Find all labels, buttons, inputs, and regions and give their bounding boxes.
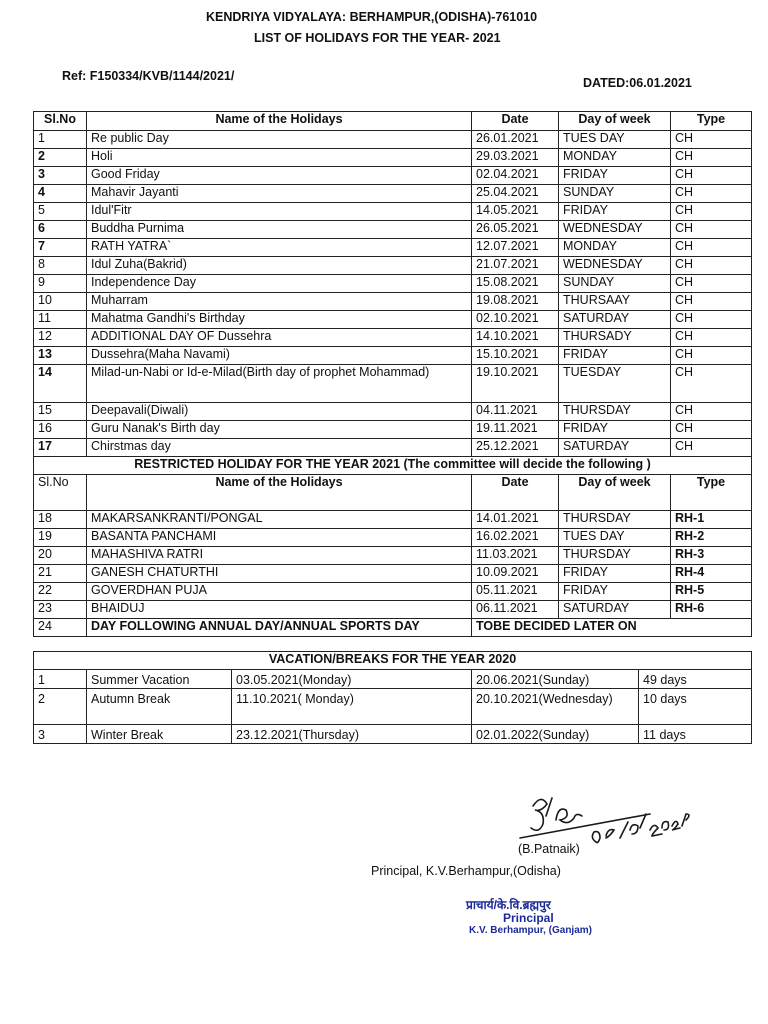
holiday-name-cell: Re public Day: [87, 131, 472, 149]
day-cell: TUES DAY: [559, 529, 671, 547]
decision-note-cell: TOBE DECIDED LATER ON: [472, 619, 752, 637]
date-cell: 10.09.2021: [472, 565, 559, 583]
duration-cell: 49 days: [639, 670, 752, 689]
document-date: DATED:06.01.2021: [583, 76, 692, 90]
sl-no-cell: 23: [34, 601, 87, 619]
holiday-name-cell: ADDITIONAL DAY OF Dussehra: [87, 329, 472, 347]
sl-no-cell: 4: [34, 185, 87, 203]
date-cell: 26.01.2021: [472, 131, 559, 149]
sl-no-cell: 8: [34, 257, 87, 275]
date-cell: 29.03.2021: [472, 149, 559, 167]
col-day-of-week: Day of week: [559, 112, 671, 131]
sl-no-cell: 24: [34, 619, 87, 637]
holiday-name-cell: GANESH CHATURTHI: [87, 565, 472, 583]
office-stamp-line-3: K.V. Berhampur, (Ganjam): [469, 925, 592, 936]
date-cell: 15.08.2021: [472, 275, 559, 293]
day-cell: SATURDAY: [559, 601, 671, 619]
day-cell: SATURDAY: [559, 439, 671, 457]
date-cell: 14.05.2021: [472, 203, 559, 221]
col-date: Date: [472, 112, 559, 131]
document-title: LIST OF HOLIDAYS FOR THE YEAR- 2021: [254, 31, 501, 45]
date-cell: 25.04.2021: [472, 185, 559, 203]
sl-no-cell: 14: [34, 365, 87, 403]
holiday-name-cell: Idul'Fitr: [87, 203, 472, 221]
sl-no-cell: 15: [34, 403, 87, 421]
type-cell: CH: [671, 185, 752, 203]
date-cell: 06.11.2021: [472, 601, 559, 619]
date-cell: 04.11.2021: [472, 403, 559, 421]
type-cell: CH: [671, 131, 752, 149]
sl-no-cell: 10: [34, 293, 87, 311]
sl-no-cell: 3: [34, 725, 87, 744]
date-cell: 21.07.2021: [472, 257, 559, 275]
type-cell: RH-1: [671, 511, 752, 529]
sl-no-cell: 2: [34, 689, 87, 725]
signature-stroke: [546, 798, 552, 816]
type-cell: RH-5: [671, 583, 752, 601]
signature-stroke: [556, 809, 582, 822]
holiday-name-cell: Good Friday: [87, 167, 472, 185]
end-date-cell: 20.10.2021(Wednesday): [472, 689, 639, 725]
day-cell: MONDAY: [559, 149, 671, 167]
signature-date-stroke: [650, 814, 689, 836]
holiday-name-cell: Mahavir Jayanti: [87, 185, 472, 203]
col-type: Type: [671, 112, 752, 131]
type-cell: CH: [671, 365, 752, 403]
type-cell: RH-3: [671, 547, 752, 565]
col-sl-no: Sl.No: [34, 475, 87, 511]
holiday-name-cell: Milad-un-Nabi or Id-e-Milad(Birth day of prophet Mohammad): [87, 365, 472, 403]
signatory-name: (B.Patnaik): [518, 842, 580, 856]
holiday-name-cell: Buddha Purnima: [87, 221, 472, 239]
sl-no-cell: 3: [34, 167, 87, 185]
office-stamp-line-1: प्राचार्य/के.वि.ब्रह्मपुर: [466, 898, 551, 912]
sl-no-cell: 17: [34, 439, 87, 457]
duration-cell: 11 days: [639, 725, 752, 744]
holiday-name-cell: Muharram: [87, 293, 472, 311]
day-cell: TUES DAY: [559, 131, 671, 149]
start-date-cell: 03.05.2021(Monday): [232, 670, 472, 689]
signature-underline: [520, 814, 650, 838]
day-cell: FRIDAY: [559, 421, 671, 439]
date-cell: 02.04.2021: [472, 167, 559, 185]
type-cell: CH: [671, 403, 752, 421]
holiday-name-cell: Deepavali(Diwali): [87, 403, 472, 421]
col-type: Type: [671, 475, 752, 511]
holiday-name-cell: DAY FOLLOWING ANNUAL DAY/ANNUAL SPORTS DAY: [87, 619, 472, 637]
signatory-designation: Principal, K.V.Berhampur,(Odisha): [371, 864, 561, 878]
day-cell: THURSDAY: [559, 403, 671, 421]
holiday-name-cell: MAHASHIVA RATRI: [87, 547, 472, 565]
col-date: Date: [472, 475, 559, 511]
day-cell: FRIDAY: [559, 203, 671, 221]
day-cell: WEDNESDAY: [559, 257, 671, 275]
break-name-cell: Summer Vacation: [87, 670, 232, 689]
day-cell: SUNDAY: [559, 185, 671, 203]
col-sl-no: Sl.No: [34, 112, 87, 131]
type-cell: RH-6: [671, 601, 752, 619]
sl-no-cell: 22: [34, 583, 87, 601]
holiday-name-cell: MAKARSANKRANTI/PONGAL: [87, 511, 472, 529]
sl-no-cell: 20: [34, 547, 87, 565]
sl-no-cell: 6: [34, 221, 87, 239]
reference-number: Ref: F150334/KVB/1144/2021/: [62, 69, 235, 83]
type-cell: CH: [671, 421, 752, 439]
start-date-cell: 23.12.2021(Thursday): [232, 725, 472, 744]
day-cell: SATURDAY: [559, 311, 671, 329]
date-cell: 25.12.2021: [472, 439, 559, 457]
type-cell: CH: [671, 257, 752, 275]
sl-no-cell: 9: [34, 275, 87, 293]
date-cell: 26.05.2021: [472, 221, 559, 239]
holiday-name-cell: Guru Nanak's Birth day: [87, 421, 472, 439]
day-cell: SUNDAY: [559, 275, 671, 293]
date-cell: 02.10.2021: [472, 311, 559, 329]
sl-no-cell: 5: [34, 203, 87, 221]
day-cell: WEDNESDAY: [559, 221, 671, 239]
date-cell: 15.10.2021: [472, 347, 559, 365]
type-cell: CH: [671, 311, 752, 329]
type-cell: CH: [671, 293, 752, 311]
sl-no-cell: 18: [34, 511, 87, 529]
holiday-name-cell: RATH YATRA`: [87, 239, 472, 257]
date-cell: 14.01.2021: [472, 511, 559, 529]
break-name-cell: Autumn Break: [87, 689, 232, 725]
holiday-name-cell: Chirstmas day: [87, 439, 472, 457]
signature-date-stroke: [592, 830, 614, 843]
sl-no-cell: 19: [34, 529, 87, 547]
type-cell: CH: [671, 275, 752, 293]
day-cell: FRIDAY: [559, 583, 671, 601]
type-cell: CH: [671, 167, 752, 185]
type-cell: RH-2: [671, 529, 752, 547]
holiday-name-cell: Dussehra(Maha Navami): [87, 347, 472, 365]
date-cell: 05.11.2021: [472, 583, 559, 601]
day-cell: FRIDAY: [559, 347, 671, 365]
day-cell: MONDAY: [559, 239, 671, 257]
date-cell: 16.02.2021: [472, 529, 559, 547]
sl-no-cell: 16: [34, 421, 87, 439]
type-cell: RH-4: [671, 565, 752, 583]
signature-stroke: [531, 799, 547, 830]
sl-no-cell: 11: [34, 311, 87, 329]
holiday-name-cell: Independence Day: [87, 275, 472, 293]
end-date-cell: 02.01.2022(Sunday): [472, 725, 639, 744]
start-date-cell: 11.10.2021( Monday): [232, 689, 472, 725]
holiday-name-cell: Mahatma Gandhi's Birthday: [87, 311, 472, 329]
day-cell: THURSDAY: [559, 547, 671, 565]
holiday-name-cell: BASANTA PANCHAMI: [87, 529, 472, 547]
day-cell: TUESDAY: [559, 365, 671, 403]
date-cell: 12.07.2021: [472, 239, 559, 257]
date-cell: 11.03.2021: [472, 547, 559, 565]
date-cell: 14.10.2021: [472, 329, 559, 347]
date-cell: 19.08.2021: [472, 293, 559, 311]
sl-no-cell: 13: [34, 347, 87, 365]
duration-cell: 10 days: [639, 689, 752, 725]
holiday-name-cell: BHAIDUJ: [87, 601, 472, 619]
holiday-name-cell: Idul Zuha(Bakrid): [87, 257, 472, 275]
day-cell: FRIDAY: [559, 167, 671, 185]
day-cell: THURSAAY: [559, 293, 671, 311]
sl-no-cell: 12: [34, 329, 87, 347]
sl-no-cell: 7: [34, 239, 87, 257]
end-date-cell: 20.06.2021(Sunday): [472, 670, 639, 689]
sl-no-cell: 1: [34, 131, 87, 149]
type-cell: CH: [671, 149, 752, 167]
col-holiday-name: Name of the Holidays: [87, 475, 472, 511]
date-cell: 19.11.2021: [472, 421, 559, 439]
day-cell: THURSADY: [559, 329, 671, 347]
school-name: KENDRIYA VIDYALAYA: BERHAMPUR,(ODISHA)-761010: [206, 10, 538, 24]
sl-no-cell: 2: [34, 149, 87, 167]
break-name-cell: Winter Break: [87, 725, 232, 744]
type-cell: CH: [671, 239, 752, 257]
type-cell: CH: [671, 439, 752, 457]
office-stamp-line-2: Principal: [503, 911, 554, 925]
col-day: Day of week: [559, 475, 671, 511]
sl-no-cell: 21: [34, 565, 87, 583]
restricted-heading: RESTRICTED HOLIDAY FOR THE YEAR 2021 (The committee will decide the following ): [34, 457, 752, 475]
col-holiday-name: Name of the Holidays: [87, 112, 472, 131]
type-cell: CH: [671, 203, 752, 221]
holiday-name-cell: GOVERDHAN PUJA: [87, 583, 472, 601]
type-cell: CH: [671, 347, 752, 365]
holiday-name-cell: Holi: [87, 149, 472, 167]
day-cell: FRIDAY: [559, 565, 671, 583]
day-cell: THURSDAY: [559, 511, 671, 529]
vacation-heading: VACATION/BREAKS FOR THE YEAR 2020: [34, 652, 752, 670]
sl-no-cell: 1: [34, 670, 87, 689]
type-cell: CH: [671, 329, 752, 347]
type-cell: CH: [671, 221, 752, 239]
date-cell: 19.10.2021: [472, 365, 559, 403]
